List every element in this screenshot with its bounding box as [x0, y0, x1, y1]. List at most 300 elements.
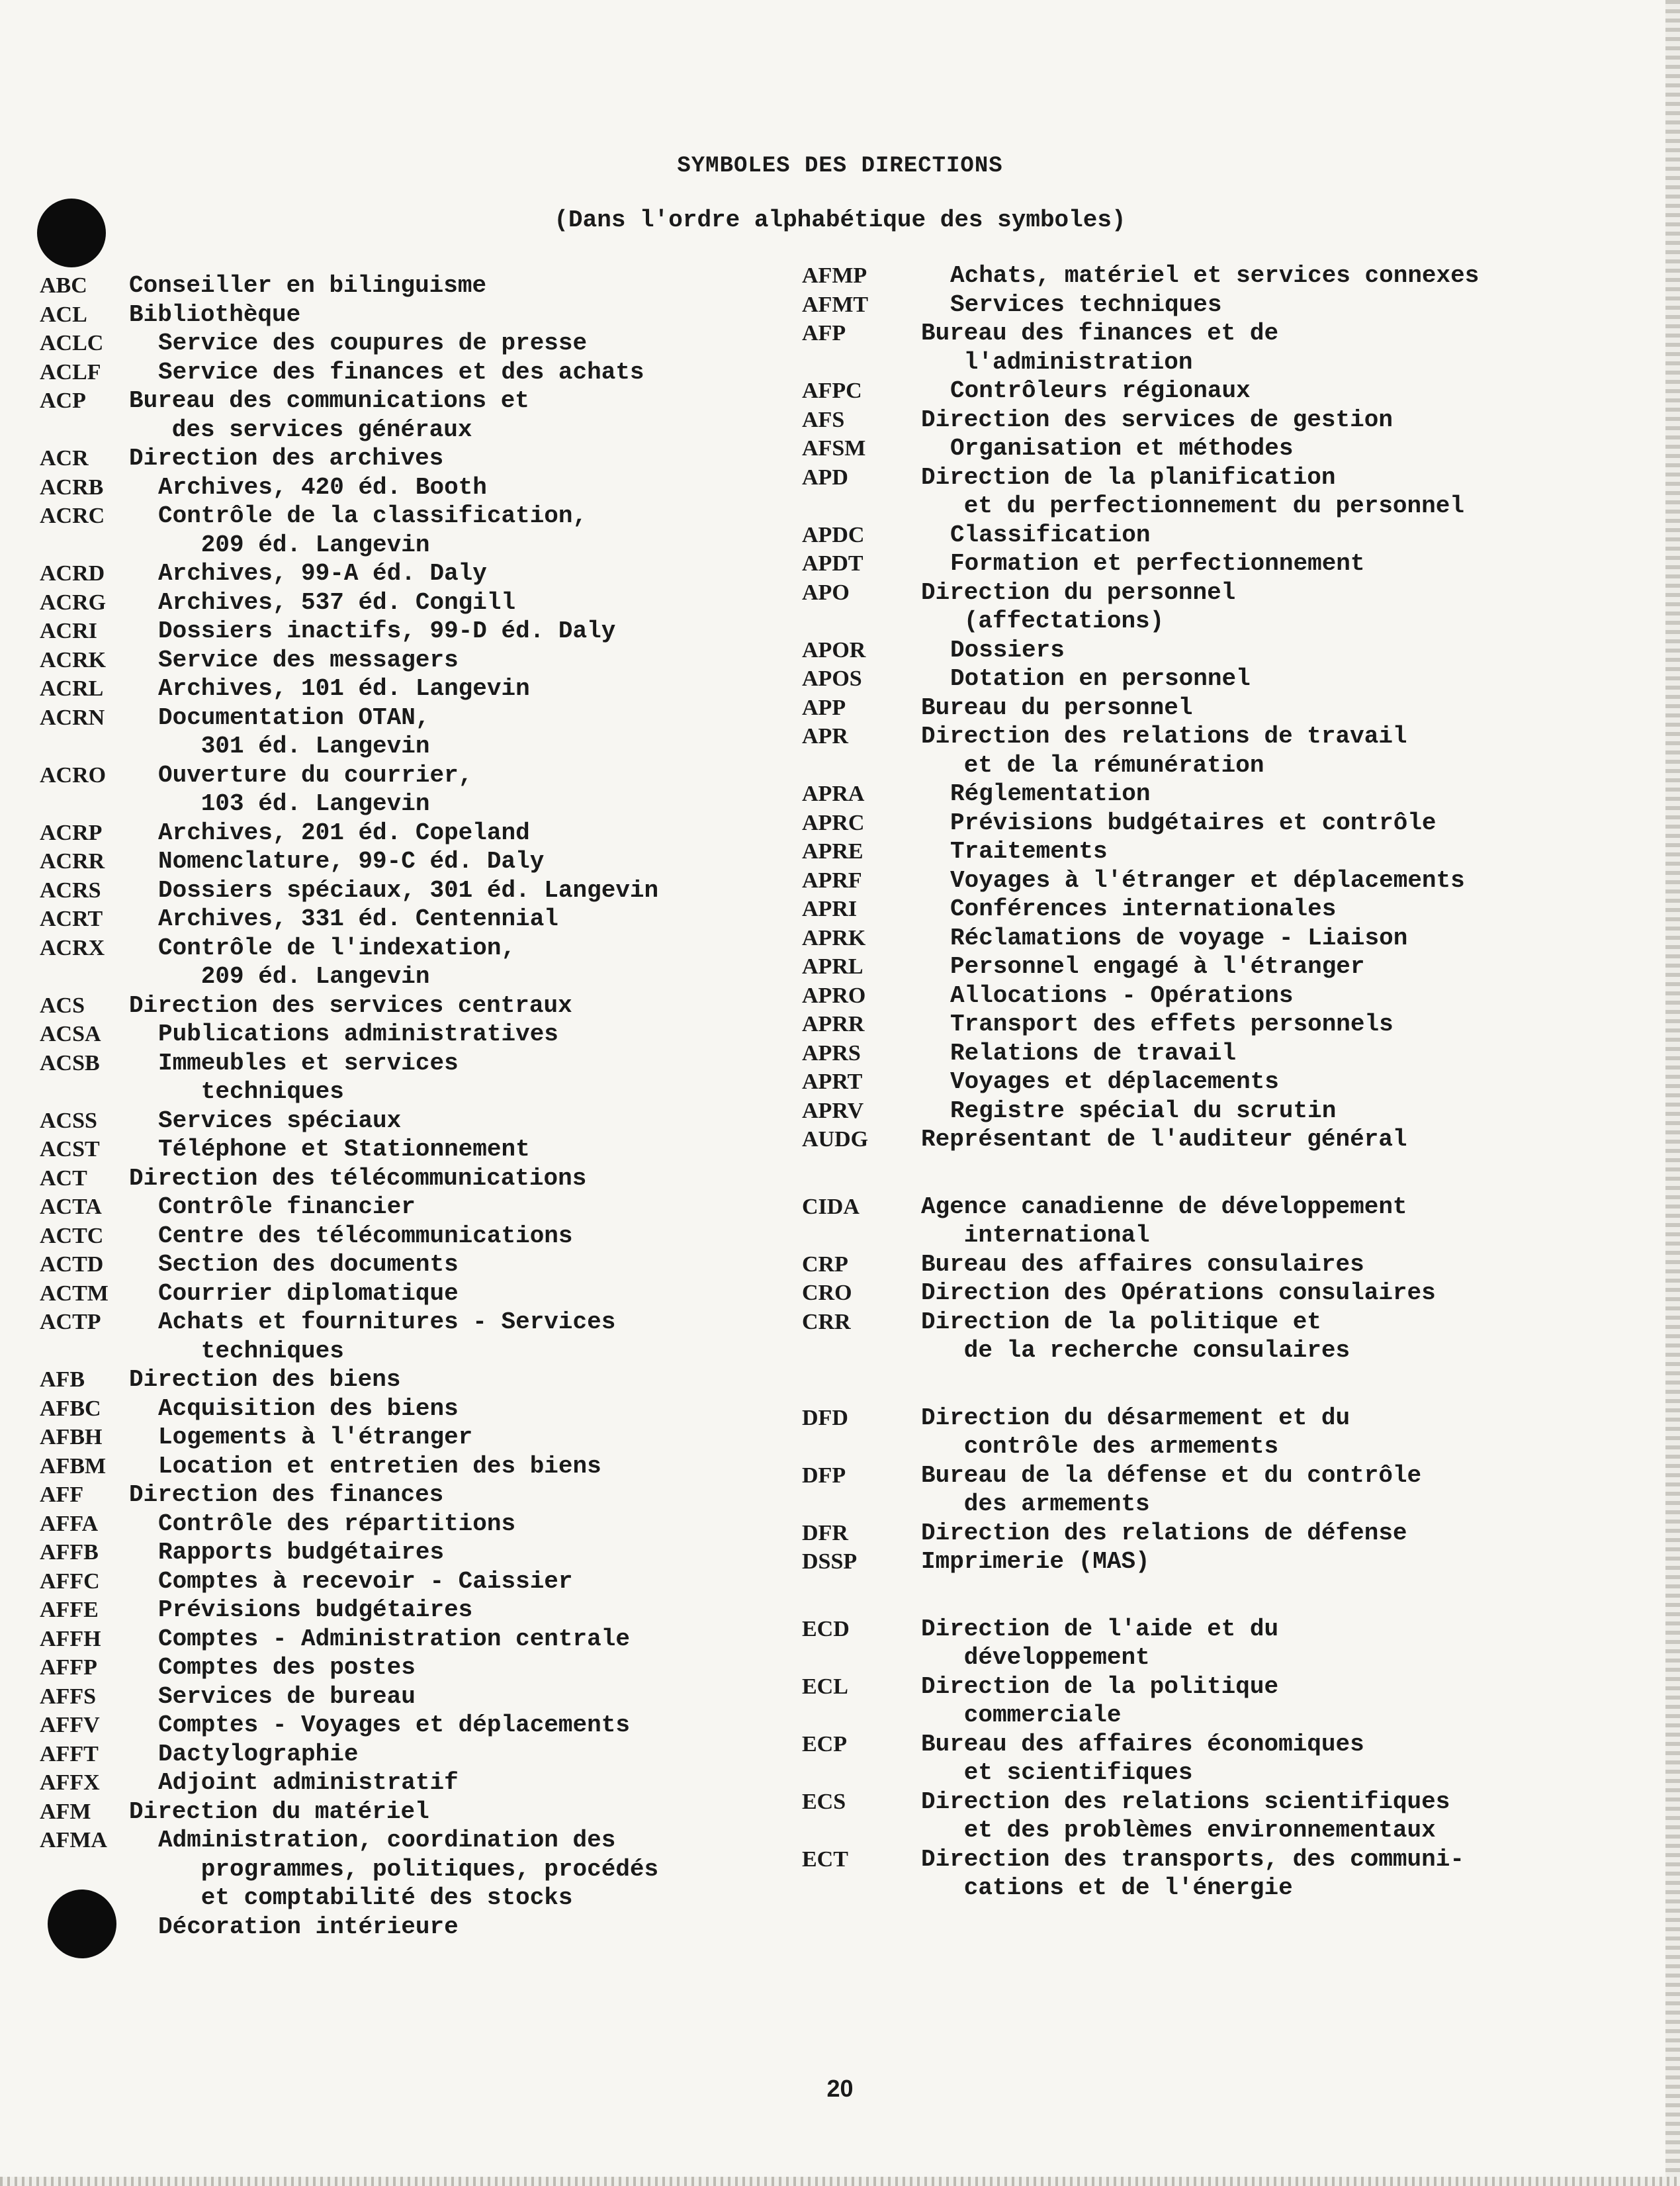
directory-entry	[40, 559, 787, 588]
entry-line: Direction des services de gestion	[921, 406, 1393, 433]
entry-line: Direction de la politique	[921, 1672, 1279, 1700]
entry-code: AFP	[802, 321, 846, 345]
entry-code: ACRP	[40, 820, 103, 845]
directory-entry	[40, 473, 787, 502]
entry-line: Décoration intérieure	[158, 1913, 459, 1940]
directory-entry	[40, 502, 787, 559]
entry-code: ABC	[40, 273, 87, 298]
directory-entry	[40, 761, 787, 819]
entry-code: ACP	[40, 388, 86, 413]
entry-description	[921, 866, 1662, 895]
directory-entry	[802, 521, 1662, 550]
entry-line: Direction des Opérations consulaires	[921, 1279, 1436, 1306]
entry-code: APRS	[802, 1040, 861, 1066]
directory-entry	[40, 1740, 787, 1769]
entry-line: Services de bureau	[158, 1682, 416, 1710]
entry-description	[921, 1125, 1662, 1154]
entry-code: ACL	[40, 302, 87, 327]
directory-entry	[40, 876, 787, 905]
entry-description	[129, 502, 787, 559]
directory-entry	[40, 1394, 787, 1424]
entry-line: programmes, politiques, procédés	[158, 1855, 659, 1883]
directory-entry	[802, 406, 1662, 435]
directory-entry	[802, 434, 1662, 463]
entry-line: Représentant de l'auditeur général	[921, 1126, 1407, 1153]
entry-code: AFFC	[40, 1569, 100, 1594]
directory-entry	[40, 1365, 787, 1394]
entry-description	[921, 319, 1662, 377]
directory-entry	[802, 377, 1662, 406]
directory-entry	[40, 1480, 787, 1510]
entry-line: Voyages à l'étranger et déplacements	[950, 866, 1465, 894]
entry-code: CRP	[802, 1252, 848, 1277]
entry-code: ACTD	[40, 1252, 104, 1277]
entry-code: APRI	[802, 897, 858, 921]
entry-line: Conseiller en bilinguisme	[129, 272, 487, 299]
entry-code: ACRB	[40, 475, 104, 500]
entry-description	[129, 704, 787, 761]
entry-line: Immeubles et services	[158, 1049, 459, 1077]
entry-line: commerciale	[921, 1702, 1122, 1729]
entry-code: APD	[802, 465, 848, 490]
entry-line: Traitements	[950, 838, 1108, 865]
entry-line: l'administration	[921, 348, 1193, 376]
entry-code: ECL	[802, 1674, 848, 1699]
entry-code: ACRK	[40, 647, 107, 672]
entry-description	[129, 646, 787, 675]
entry-description	[921, 1279, 1662, 1308]
directory-entry	[40, 444, 787, 473]
entry-description	[921, 1730, 1662, 1788]
entry-code: ACRR	[40, 849, 105, 874]
entry-line: Bibliothèque	[129, 300, 301, 328]
directory-entry	[40, 1682, 787, 1711]
entry-line: Services spéciaux	[158, 1107, 402, 1134]
entry-code: ECS	[802, 1789, 846, 1814]
entry-code: ACLF	[40, 359, 101, 385]
directory-entry	[40, 674, 787, 704]
entry-code: ACS	[40, 993, 85, 1018]
entry-description	[921, 578, 1662, 636]
directory-entry	[40, 358, 787, 387]
entry-description	[921, 1404, 1662, 1461]
entry-line: et scientifiques	[921, 1759, 1193, 1786]
directory-entry	[40, 991, 787, 1021]
directory-entry	[802, 1672, 1662, 1730]
entry-description	[921, 981, 1662, 1011]
entry-description	[921, 1615, 1662, 1672]
entry-description	[129, 1682, 787, 1711]
entry-description	[129, 1222, 787, 1251]
entry-line: Personnel engagé à l'étranger	[950, 953, 1365, 980]
directory-entry	[802, 319, 1662, 377]
entry-description	[129, 1913, 787, 1942]
directory-entry	[40, 704, 787, 761]
entry-line: Organisation et méthodes	[950, 435, 1294, 462]
entry-line: contrôle des armements	[921, 1433, 1279, 1460]
directory-entry	[40, 1452, 787, 1481]
entry-description	[921, 664, 1662, 694]
entry-line: Dactylographie	[158, 1740, 359, 1768]
directory-entry	[802, 463, 1662, 521]
entry-line: de la recherche consulaires	[921, 1337, 1350, 1364]
entry-code: ACT	[40, 1165, 87, 1191]
directory-entry	[40, 1250, 787, 1279]
entry-line: Archives, 201 éd. Copeland	[158, 819, 530, 846]
directory-entry	[802, 636, 1662, 665]
entry-code: AFF	[40, 1482, 84, 1507]
entry-description	[129, 1135, 787, 1164]
entry-code: CIDA	[802, 1194, 860, 1219]
entry-line: 103 éd. Langevin	[158, 790, 430, 817]
entry-line: Archives, 331 éd. Centennial	[158, 905, 558, 933]
entry-description	[129, 1538, 787, 1567]
entry-code: AFFH	[40, 1626, 101, 1651]
entry-line: Rapports budgétaires	[158, 1539, 445, 1566]
entry-code: AUDG	[802, 1127, 869, 1152]
entry-description	[129, 905, 787, 934]
entry-code: APR	[802, 724, 848, 749]
entry-code: APRL	[802, 954, 863, 979]
entry-line: Contrôle des répartitions	[158, 1510, 516, 1537]
directory-entry	[40, 1510, 787, 1539]
entry-code: AFFX	[40, 1770, 100, 1795]
entry-line: Direction des transports, des communi-	[921, 1845, 1464, 1873]
directory-entry	[40, 1711, 787, 1740]
entry-description	[921, 1547, 1662, 1576]
entry-line: 209 éd. Langevin	[158, 963, 430, 990]
entry-description	[129, 819, 787, 848]
entry-code: AFMT	[802, 292, 869, 317]
entry-code: AFFE	[40, 1598, 99, 1622]
directory-entry	[802, 694, 1662, 723]
directory-entry	[40, 1567, 787, 1596]
directory-entry	[40, 1164, 787, 1193]
entry-line: 209 éd. Langevin	[158, 531, 430, 559]
directory-entry	[40, 1308, 787, 1365]
entry-line: des services généraux	[129, 416, 472, 443]
entry-line: Téléphone et Stationnement	[158, 1136, 530, 1163]
directory-entry	[40, 1193, 787, 1222]
entry-code: APDT	[802, 551, 863, 576]
entry-description	[921, 1010, 1662, 1039]
entry-description	[921, 549, 1662, 578]
entry-description	[129, 1164, 787, 1193]
entry-code: APRF	[802, 868, 862, 893]
directory-entry	[802, 1730, 1662, 1788]
entry-line: Dossiers	[950, 636, 1065, 664]
entry-line: Registre spécial du scrutin	[950, 1097, 1337, 1124]
directory-entry	[40, 905, 787, 934]
page-subtitle: (Dans l'ordre alphabétique des symboles)	[554, 206, 1126, 234]
entry-line: Service des finances et des achats	[158, 358, 644, 386]
entry-code: ACRN	[40, 705, 105, 730]
entry-code: AFBH	[40, 1425, 103, 1449]
directory-entry	[802, 1010, 1662, 1039]
entry-code: ACSS	[40, 1108, 97, 1133]
entry-line: Prévisions budgétaires et contrôle	[950, 809, 1437, 837]
directory-entry	[40, 1596, 787, 1625]
entry-code: CRR	[802, 1309, 851, 1334]
entry-description	[129, 1250, 787, 1279]
entry-line: Services techniques	[950, 291, 1222, 318]
scan-edge-bottom	[0, 2177, 1680, 2186]
entry-line: Voyages et déplacements	[950, 1068, 1279, 1095]
entry-description	[129, 991, 787, 1021]
entry-description	[129, 1653, 787, 1682]
entry-code: AFMA	[40, 1828, 107, 1852]
directory-entry	[802, 1788, 1662, 1845]
entry-line: (affectations)	[921, 608, 1165, 635]
directory-entry	[802, 1845, 1662, 1903]
entry-code: APO	[802, 580, 850, 605]
directory-entry	[40, 1798, 787, 1827]
entry-description	[129, 1193, 787, 1222]
entry-code: ACRT	[40, 907, 103, 931]
entry-line: et de la rémunération	[921, 751, 1264, 779]
entry-line: Acquisition des biens	[158, 1394, 459, 1422]
entry-line: Administration, coordination des	[158, 1827, 616, 1854]
entry-code: DFP	[802, 1463, 846, 1488]
punch-hole-top	[37, 199, 106, 267]
entry-line: Nomenclature, 99-C éd. Daly	[158, 848, 545, 875]
entry-description	[921, 1461, 1662, 1519]
entry-description	[129, 1711, 787, 1740]
entry-description	[129, 1798, 787, 1827]
directory-entry	[40, 1423, 787, 1452]
entry-description	[921, 895, 1662, 924]
entry-code: AFFB	[40, 1540, 99, 1565]
directory-entry	[802, 291, 1662, 320]
entry-description	[129, 1480, 787, 1510]
entry-line: Comptes des postes	[158, 1654, 416, 1681]
entry-code: APRE	[802, 839, 863, 864]
entry-line: Section des documents	[158, 1251, 459, 1278]
entry-line: Direction du désarmement et du	[921, 1404, 1350, 1432]
entry-description	[129, 1020, 787, 1049]
entry-code: ACSA	[40, 1022, 101, 1046]
entry-line: techniques	[158, 1337, 344, 1365]
entry-line: techniques	[158, 1078, 344, 1105]
directory-entry	[802, 549, 1662, 578]
entry-line: Comptes - Administration centrale	[158, 1625, 630, 1653]
directory-entry	[802, 1279, 1662, 1308]
directory-entry	[40, 819, 787, 848]
directory-entry	[802, 837, 1662, 866]
entry-description	[129, 329, 787, 358]
directory-entry	[802, 1519, 1662, 1548]
entry-description	[129, 1452, 787, 1481]
entry-line: Comptes - Voyages et déplacements	[158, 1711, 630, 1739]
entry-code: AFMP	[802, 263, 867, 288]
entry-line: Direction des relations de travail	[921, 723, 1407, 750]
entry-line: Dossiers inactifs, 99-D éd. Daly	[158, 617, 616, 645]
entry-line: Contrôle financier	[158, 1193, 416, 1220]
directory-entry	[802, 1308, 1662, 1365]
entry-description	[129, 300, 787, 330]
entry-code: ACRO	[40, 762, 107, 788]
group-spacer	[802, 1154, 1662, 1193]
entry-line: Direction des télécommunications	[129, 1164, 587, 1192]
entry-description	[921, 1788, 1662, 1845]
entry-description	[129, 387, 787, 444]
entry-line: développement	[921, 1644, 1150, 1671]
entry-line: Allocations - Opérations	[950, 981, 1294, 1009]
directory-entry	[40, 588, 787, 617]
entry-description	[129, 588, 787, 617]
directory-entry	[802, 722, 1662, 780]
entry-description	[129, 617, 787, 646]
entry-description	[921, 924, 1662, 953]
entry-line: des armements	[921, 1490, 1150, 1518]
entry-description	[921, 780, 1662, 809]
entry-line: Contrôle de l'indexation,	[158, 934, 516, 962]
entry-code: DFD	[802, 1405, 848, 1430]
entry-description	[921, 463, 1662, 521]
entry-line: Bureau des communications et	[129, 387, 529, 414]
entry-code: AFFV	[40, 1713, 100, 1737]
entry-description	[129, 1596, 787, 1625]
entry-code: APRO	[802, 983, 866, 1008]
entry-description	[921, 1672, 1662, 1730]
entry-description	[129, 1049, 787, 1107]
entry-description	[129, 1423, 787, 1452]
entry-code: ACRL	[40, 676, 104, 701]
entry-line: Direction des biens	[129, 1366, 401, 1393]
entry-description	[129, 559, 787, 588]
entry-description	[129, 934, 787, 991]
entry-line: et comptabilité des stocks	[158, 1884, 573, 1911]
directory-entry	[40, 934, 787, 991]
directory-entry	[802, 578, 1662, 636]
entry-line: Classification	[950, 521, 1151, 549]
entry-line: et du perfectionnement du personnel	[921, 492, 1464, 520]
directory-entry	[802, 809, 1662, 838]
entry-description	[129, 1625, 787, 1654]
entry-code: ACSB	[40, 1050, 100, 1075]
directory-entry	[40, 1222, 787, 1251]
entry-description	[921, 1308, 1662, 1365]
directory-entry	[40, 1653, 787, 1682]
directory-entry	[40, 1826, 787, 1913]
entry-description	[921, 694, 1662, 723]
group-spacer	[802, 1576, 1662, 1615]
entry-description	[921, 952, 1662, 981]
directory-entry	[40, 1625, 787, 1654]
entry-line: Formation et perfectionnement	[950, 550, 1365, 577]
entry-description	[921, 722, 1662, 780]
entry-code: APP	[802, 695, 846, 720]
entry-description	[129, 444, 787, 473]
entry-line: Transport des effets personnels	[950, 1011, 1393, 1038]
directory-entry	[802, 1125, 1662, 1154]
entry-code: ACST	[40, 1137, 100, 1161]
directory-entry	[802, 664, 1662, 694]
entry-line: cations et de l'énergie	[921, 1874, 1293, 1901]
entry-description	[921, 291, 1662, 320]
directory-entry	[802, 1461, 1662, 1519]
entry-description	[921, 434, 1662, 463]
entry-code: ECD	[802, 1616, 850, 1641]
entry-line: Centre des télécommunications	[158, 1222, 573, 1250]
entry-code: APRT	[802, 1070, 863, 1094]
directory-entry	[802, 1097, 1662, 1126]
entry-line: Ouverture du courrier,	[158, 761, 473, 789]
entry-description	[129, 1279, 787, 1308]
entry-code: AFBM	[40, 1453, 107, 1479]
directory-entry	[802, 261, 1662, 291]
entry-description	[129, 1567, 787, 1596]
entry-code: AFFA	[40, 1511, 99, 1536]
entry-code: ACRX	[40, 935, 105, 960]
entry-code: AFFS	[40, 1684, 96, 1709]
entry-line: Achats, matériel et services connexes	[950, 262, 1480, 289]
entry-line: Direction des archives	[129, 445, 444, 472]
entry-code: APRV	[802, 1098, 864, 1123]
entry-code: APDC	[802, 522, 865, 547]
entry-line: Service des coupures de presse	[158, 330, 588, 357]
entry-description	[129, 761, 787, 819]
directory-entry	[40, 1049, 787, 1107]
entry-description	[921, 1097, 1662, 1126]
entry-line: Prévisions budgétaires	[158, 1596, 473, 1623]
entry-line: Direction du matériel	[129, 1798, 429, 1825]
entry-code: ACTM	[40, 1281, 109, 1306]
entry-line: Direction des services centraux	[129, 991, 572, 1019]
directory-entry	[40, 1135, 787, 1164]
directory-entry	[40, 646, 787, 675]
entry-line: Publications administratives	[158, 1021, 558, 1048]
entry-code: APOR	[802, 637, 866, 662]
directory-entry	[802, 1039, 1662, 1068]
entry-code: ACR	[40, 446, 89, 471]
entry-line: Bureau du personnel	[921, 694, 1193, 721]
entry-description	[129, 1826, 787, 1913]
directory-entry	[40, 1020, 787, 1049]
entry-line: Adjoint administratif	[158, 1769, 459, 1796]
entry-description	[921, 1845, 1662, 1903]
entry-line: Bureau de la défense et du contrôle	[921, 1461, 1422, 1489]
entry-code: ACRI	[40, 619, 97, 643]
directory-entry	[802, 1250, 1662, 1279]
entry-code: ECP	[802, 1731, 847, 1756]
entry-description	[129, 271, 787, 300]
page-number: 20	[826, 2075, 854, 2102]
entry-code: ACRG	[40, 590, 107, 615]
page-title: SYMBOLES DES DIRECTIONS	[677, 154, 1003, 179]
entry-description	[921, 1068, 1662, 1097]
entry-line: Location et entretien des biens	[158, 1452, 601, 1480]
directory-entry	[802, 1068, 1662, 1097]
entry-line: Documentation OTAN,	[158, 704, 430, 731]
entry-description	[129, 358, 787, 387]
entry-code: APRR	[802, 1012, 865, 1036]
entry-code: DSSP	[802, 1549, 858, 1574]
entry-description	[921, 521, 1662, 550]
entry-code: ACTP	[40, 1310, 101, 1334]
entry-line: Bureau des finances et de	[921, 320, 1279, 347]
entry-description	[129, 1394, 787, 1424]
directory-entry	[802, 1404, 1662, 1461]
entry-code: AFFT	[40, 1741, 99, 1766]
entry-line: Dossiers spéciaux, 301 éd. Langevin	[158, 876, 659, 904]
group-spacer	[802, 1365, 1662, 1404]
entry-line: Archives, 99-A éd. Daly	[158, 560, 487, 587]
entry-code: APOS	[802, 666, 862, 691]
entry-code: ACTC	[40, 1223, 104, 1248]
entry-description	[129, 1740, 787, 1769]
directory-entry	[802, 895, 1662, 924]
